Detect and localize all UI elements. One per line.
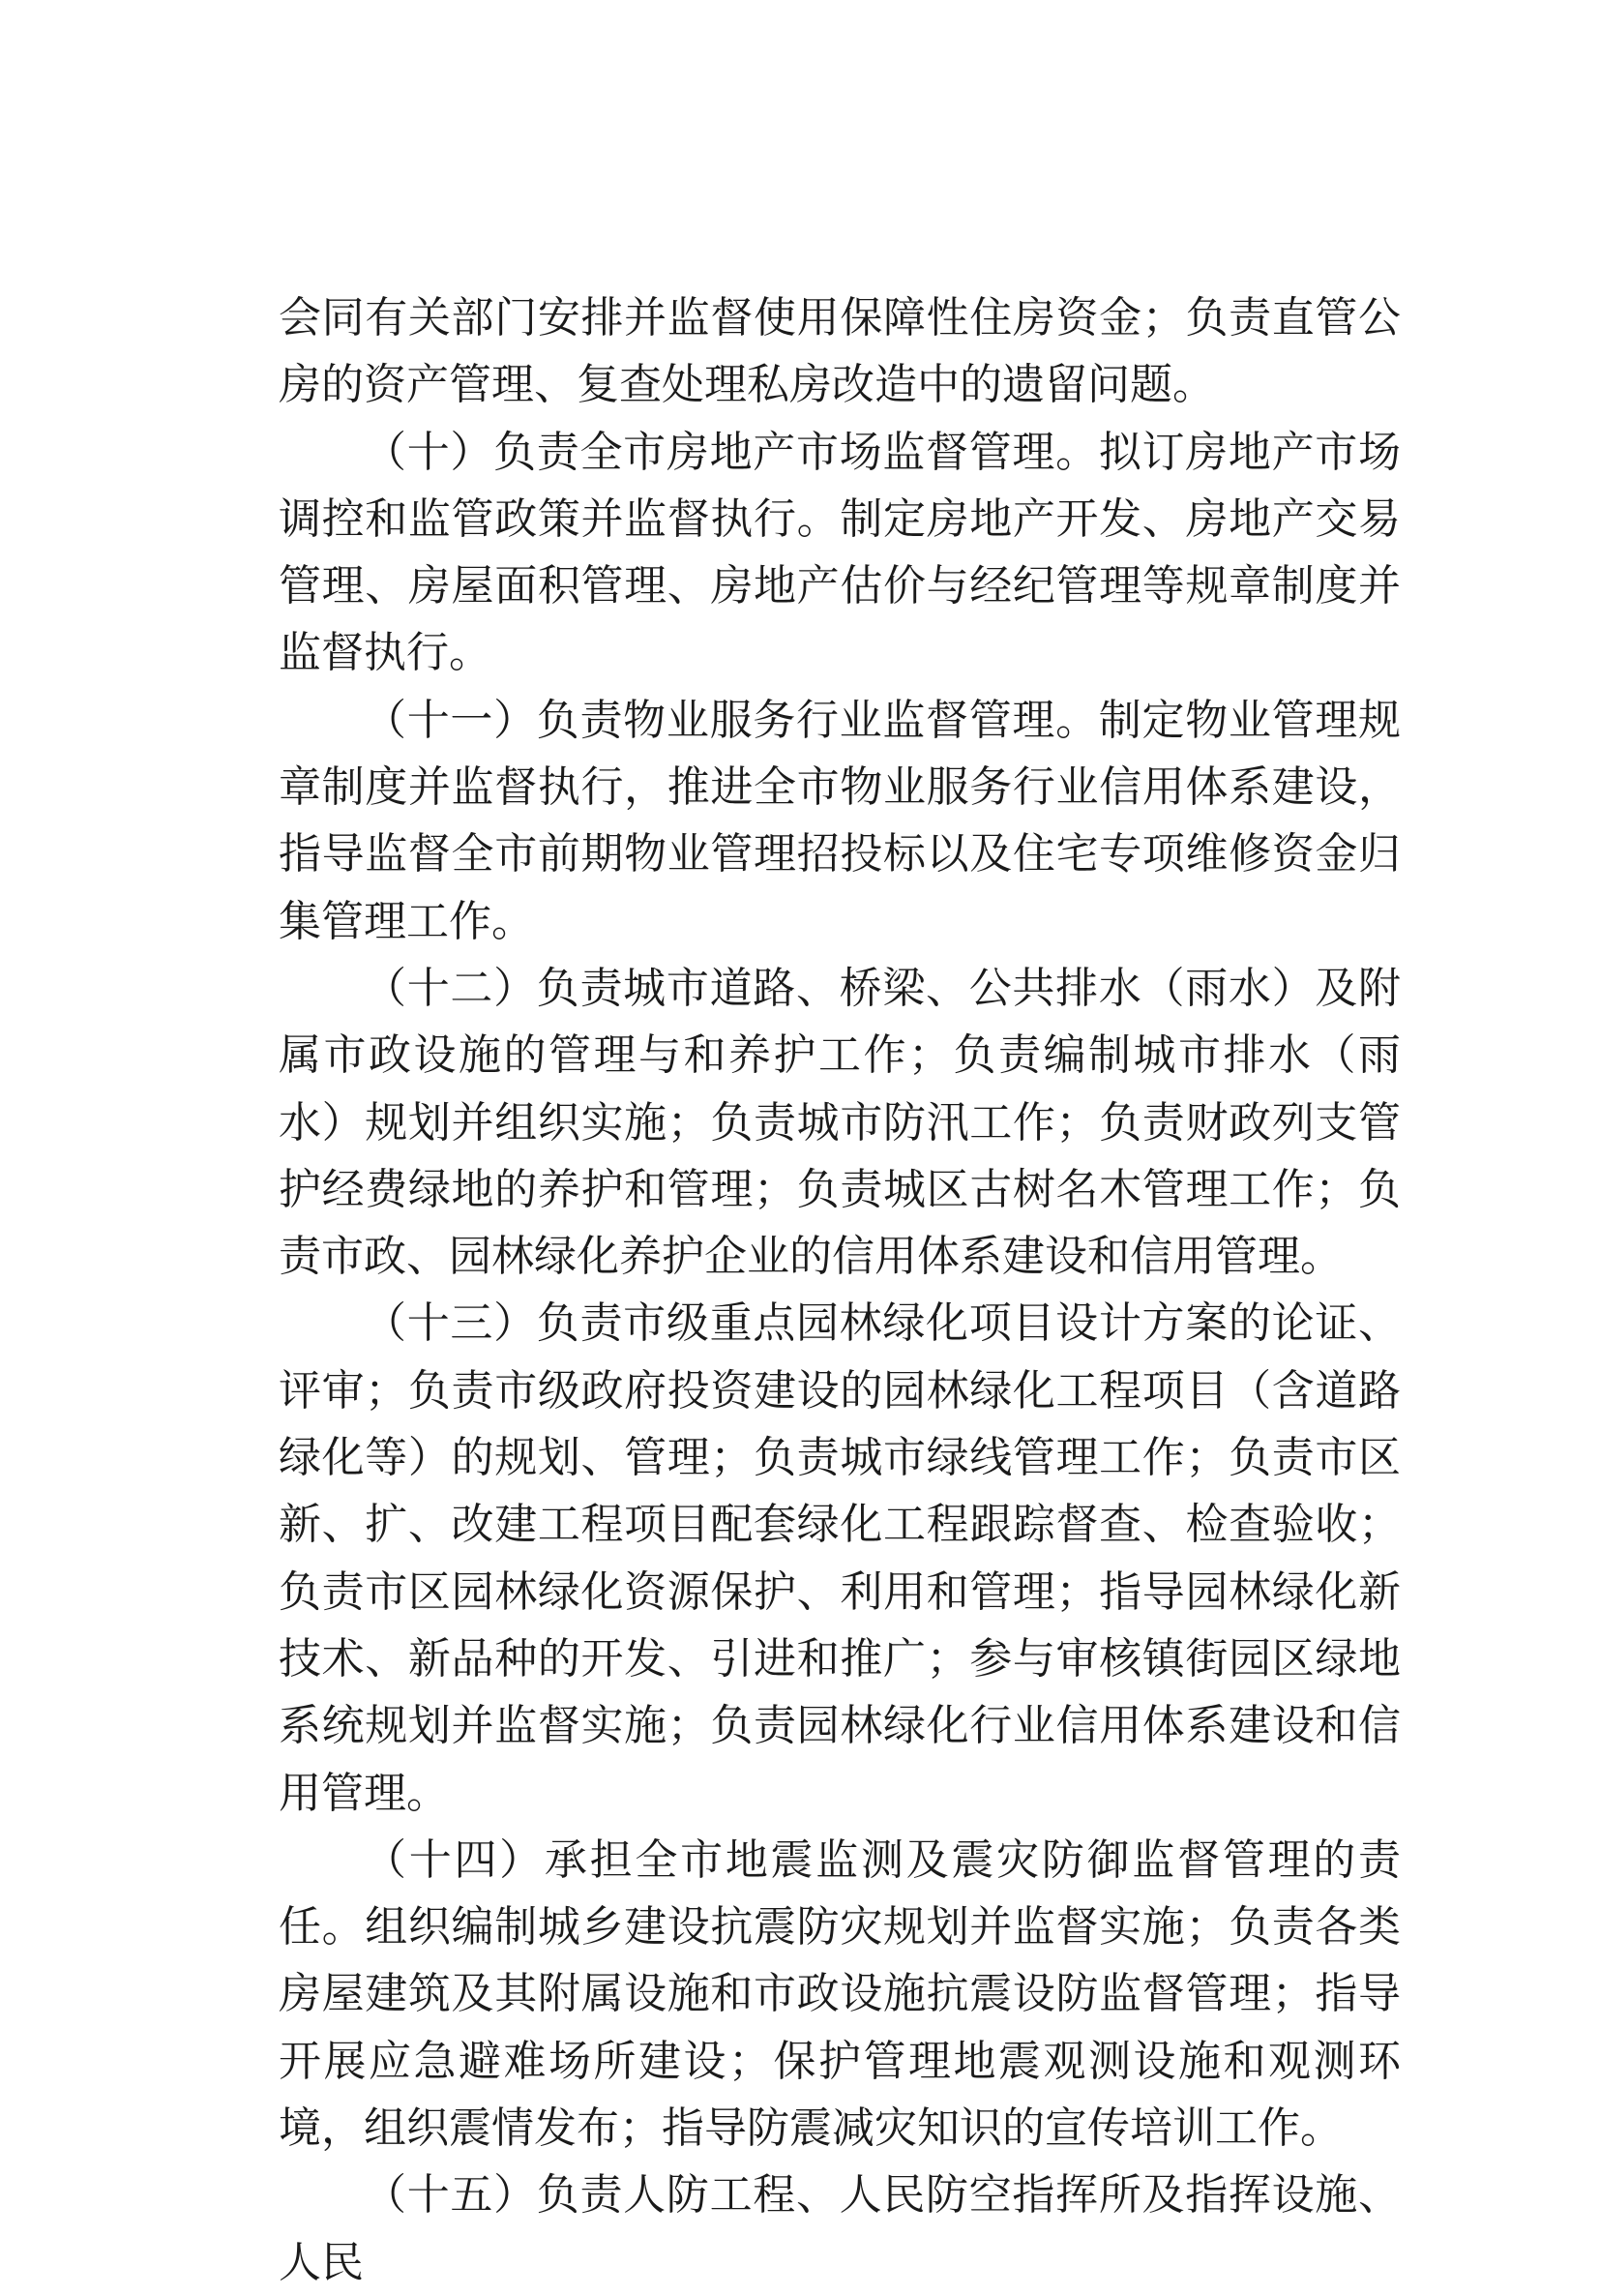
paragraph-item-10: （十）负责全市房地产市场监督管理。拟订房地产市场调控和监管政策并监督执行。制定房地产开发、房地产交易管理、房屋面积管理、房地产估价与经纪管理等规章制度并监督执行。 (279, 427, 1401, 678)
paragraph-item-13: （十三）负责市级重点园林绿化项目设计方案的论证、评审；负责市级政府投资建设的园林绿化工程项目（含道路绿化等）的规划、管理；负责城市绿线管理工作；负责市区新、扩、改建工程项目配套绿化工程跟踪督查、检查验收；负责市区园林绿化资源保护、利用和管理；指导园林绿化新技术、新品种的开发、引进和推广；参与审核镇街园区绿地系统规划并监督实施；负责园林绿化行业信用体系建设和信用管理。 (279, 1298, 1401, 1818)
document-body (279, 284, 1401, 2296)
paragraph-item-15: （十五）负责人防工程、人民防空指挥所及指挥设施、人民 (279, 2170, 1401, 2287)
paragraph-item-14: （十四）承担全市地震监测及震灾防御监督管理的责任。组织编制城乡建设抗震防灾规划并监督实施；负责各类房屋建筑及其附属设施和市政设施抗震设防监督管理；指导开展应急避难场所建设；保护管理地震观测设施和观测环境，组织震情发布；指导防震减灾知识的宣传培训工作。 (279, 1834, 1401, 2154)
paragraph-continued: 会同有关部门安排并监督使用保障性住房资金；负责直管公房的资产管理、复查处理私房改造中的遗留问题。 (279, 293, 1401, 410)
paragraph-item-11: （十一）负责物业服务行业监督管理。制定物业管理规章制度并监督执行，推进全市物业服务行业信用体系建设，指导监督全市前期物业管理招投标以及住宅专项维修资金归集管理工作。 (279, 695, 1401, 946)
paragraph-item-12: （十二）负责城市道路、桥梁、公共排水（雨水）及附属市政设施的管理与和养护工作；负责编制城市排水（雨水）规划并组织实施；负责城市防汛工作；负责财政列支管护经费绿地的养护和管理；负责城区古树名木管理工作；负责市政、园林绿化养护企业的信用体系建设和信用管理。 (279, 963, 1401, 1282)
